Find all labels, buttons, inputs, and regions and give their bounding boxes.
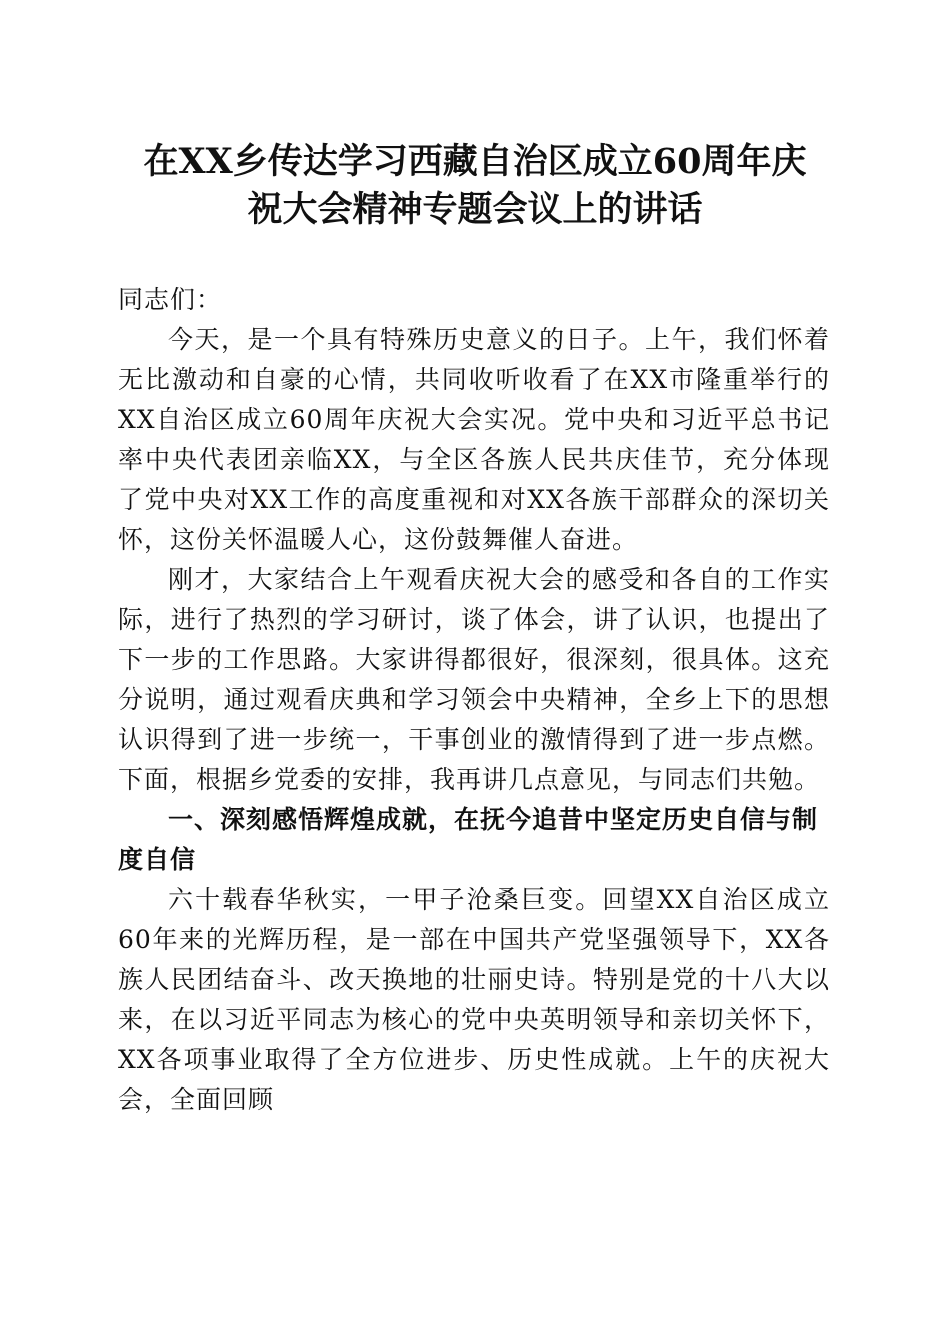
document-title: [100, 138, 850, 234]
paragraph-2: 刚才，大家结合上午观看庆祝大会的感受和各自的工作实际，进行了热烈的学习研讨，谈了体会，讲了认识，也提出了下一步的工作思路。大家讲得都很好，很深刻，很具体。这充分说明，通过观看庆典和学习领会中央精神，全乡上下的思想认识得到了进一步统一，干事创业的激情得到了进一步点燃。下面，根据乡党委的安排，我再讲几点意见，与同志们共勉。: [118, 565, 830, 794]
salutation: 同志们：: [118, 285, 223, 314]
title-line-2: 祝大会精神专题会议上的讲话: [247, 189, 703, 230]
paragraph-1: 今天，是一个具有特殊历史意义的日子。上午，我们怀着无比激动和自豪的心情，共同收听收看了在XX市隆重举行的XX自治区成立60周年庆祝大会实况。党中央和习近平总书记率中央代表团亲临XX，与全区各族人民共庆佳节，充分体现了党中央对XX工作的高度重视和对XX各族干部群众的深切关怀，这份关怀温暖人心，这份鼓舞催人奋进。: [118, 325, 830, 554]
title-line-1: 在XX乡传达学习西藏自治区成立60周年庆: [143, 141, 807, 182]
document-body: [118, 280, 830, 1120]
section-1-paragraph-1: 六十载春华秋实，一甲子沧桑巨变。回望XX自治区成立60年来的光辉历程，是一部在中国共产党坚强领导下，XX各族人民团结奋斗、改天换地的壮丽史诗。特别是党的十八大以来，在以习近平同志为核心的党中央英明领导和亲切关怀下，XX各项事业取得了全方位进步、历史性成就。上午的庆祝大会，全面回顾: [118, 885, 830, 1114]
section-heading-1: 一、深刻感悟辉煌成就，在抚今追昔中坚定历史自信与制度自信: [118, 805, 819, 874]
